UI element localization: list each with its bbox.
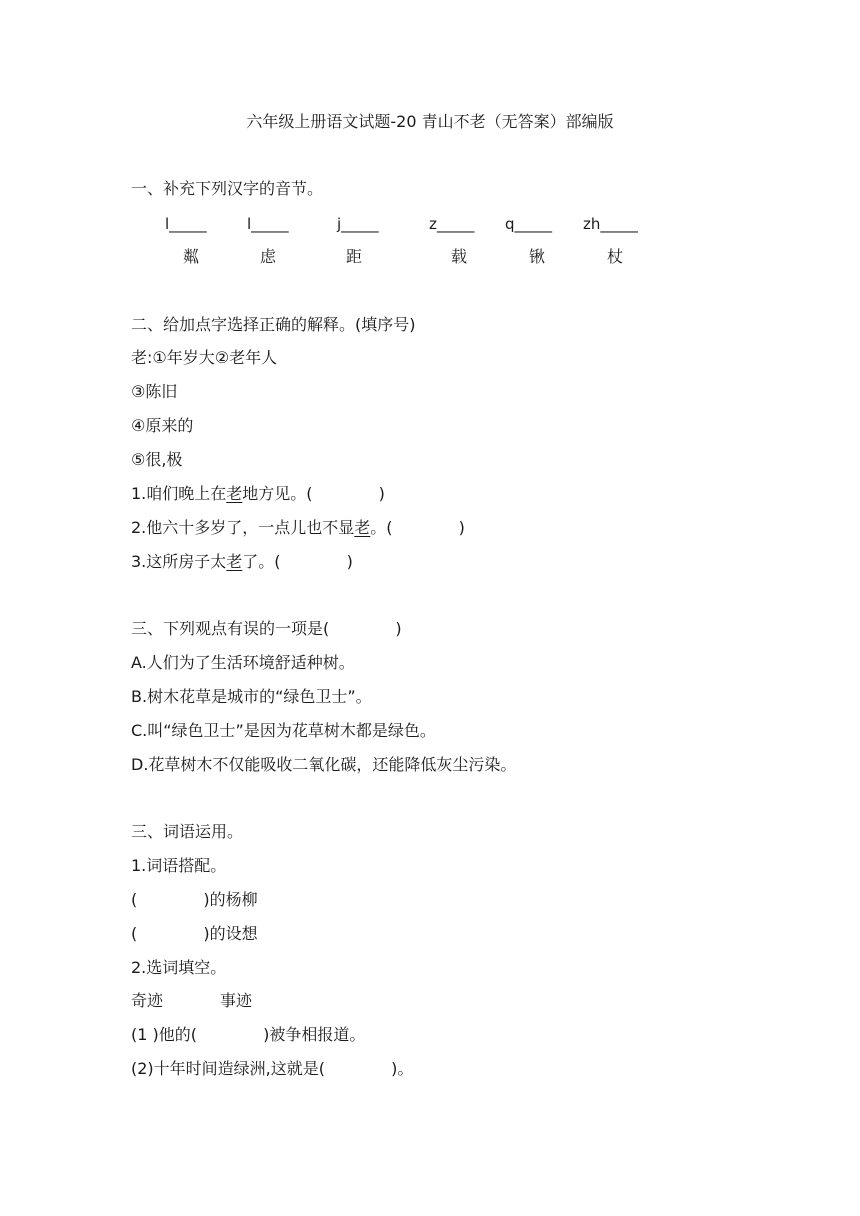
word-choice-2: 事迹	[220, 991, 253, 1010]
sentence-3	[131, 551, 353, 573]
hanzi-3: 距	[346, 247, 363, 266]
sentence-2-answer-blank: 。( )	[370, 518, 465, 537]
hanzi-6: 杖	[607, 247, 624, 266]
matching-item-1: ( )的杨柳	[131, 890, 258, 909]
sentence-1-answer-blank: 地方见。( )	[242, 484, 385, 503]
definition-line-4: ⑤很,极	[131, 450, 183, 469]
word-choice-1: 奇迹	[131, 991, 164, 1010]
definition-line-1: 老:①年岁大②老年人	[131, 348, 278, 367]
hanzi-5: 锹	[529, 247, 546, 266]
option-c: C.叫“绿色卫士”是因为花草树木都是绿色。	[131, 721, 436, 740]
sentence-2-key-char: 老	[354, 518, 371, 537]
pinyin-blank-1: l_____	[165, 215, 207, 233]
sentence-1-key-char: 老	[226, 484, 243, 503]
hanzi-4: 载	[451, 247, 468, 266]
pinyin-blank-5: q_____	[505, 215, 553, 233]
sentence-2-text: 2.他六十多岁了，一点儿也不显	[131, 518, 355, 537]
subsection-word-matching: 1.词语搭配。	[131, 856, 227, 875]
section-2-heading: 二、给加点字选择正确的解释。(填序号)	[131, 315, 416, 334]
sentence-3-answer-blank: 了。( )	[242, 552, 353, 571]
pinyin-blank-3: j_____	[337, 215, 379, 233]
sentence-3-key-char: 老	[226, 552, 243, 571]
pinyin-blank-2: l_____	[247, 215, 289, 233]
subsection-fill-in: 2.选词填空。	[131, 958, 227, 977]
pinyin-blank-6: zh_____	[583, 215, 638, 233]
sentence-3-text: 3.这所房子太	[131, 552, 227, 571]
hanzi-1: 粼	[183, 247, 200, 266]
fill-sentence-2: (2)十年时间造绿洲,这就是( )。	[131, 1059, 414, 1078]
section-4-heading: 三、词语运用。	[131, 822, 244, 841]
definition-line-2: ③陈旧	[131, 382, 178, 401]
definition-line-3: ④原来的	[131, 416, 194, 435]
sentence-1	[131, 483, 385, 505]
section-1-heading: 一、补充下列汉字的音节。	[131, 179, 324, 198]
option-a: A.人们为了生活环境舒适种树。	[131, 653, 355, 672]
section-3-heading: 三、下列观点有误的一项是( )	[131, 619, 402, 638]
hanzi-2: 虑	[260, 247, 277, 266]
sentence-1-text: 1.咱们晚上在	[131, 484, 227, 503]
fill-sentence-1: (1 )他的( )被争相报道。	[131, 1025, 366, 1044]
matching-item-2: ( )的设想	[131, 924, 258, 943]
option-d: D.花草树木不仅能吸收二氧化碳，还能降低灰尘污染。	[131, 755, 517, 774]
sentence-2	[131, 517, 465, 539]
pinyin-blank-4: z_____	[429, 215, 475, 233]
document-title: 六年级上册语文试题-20 青山不老（无答案）部编版	[246, 112, 614, 131]
option-b: B.树木花草是城市的“绿色卫士”。	[131, 687, 372, 706]
